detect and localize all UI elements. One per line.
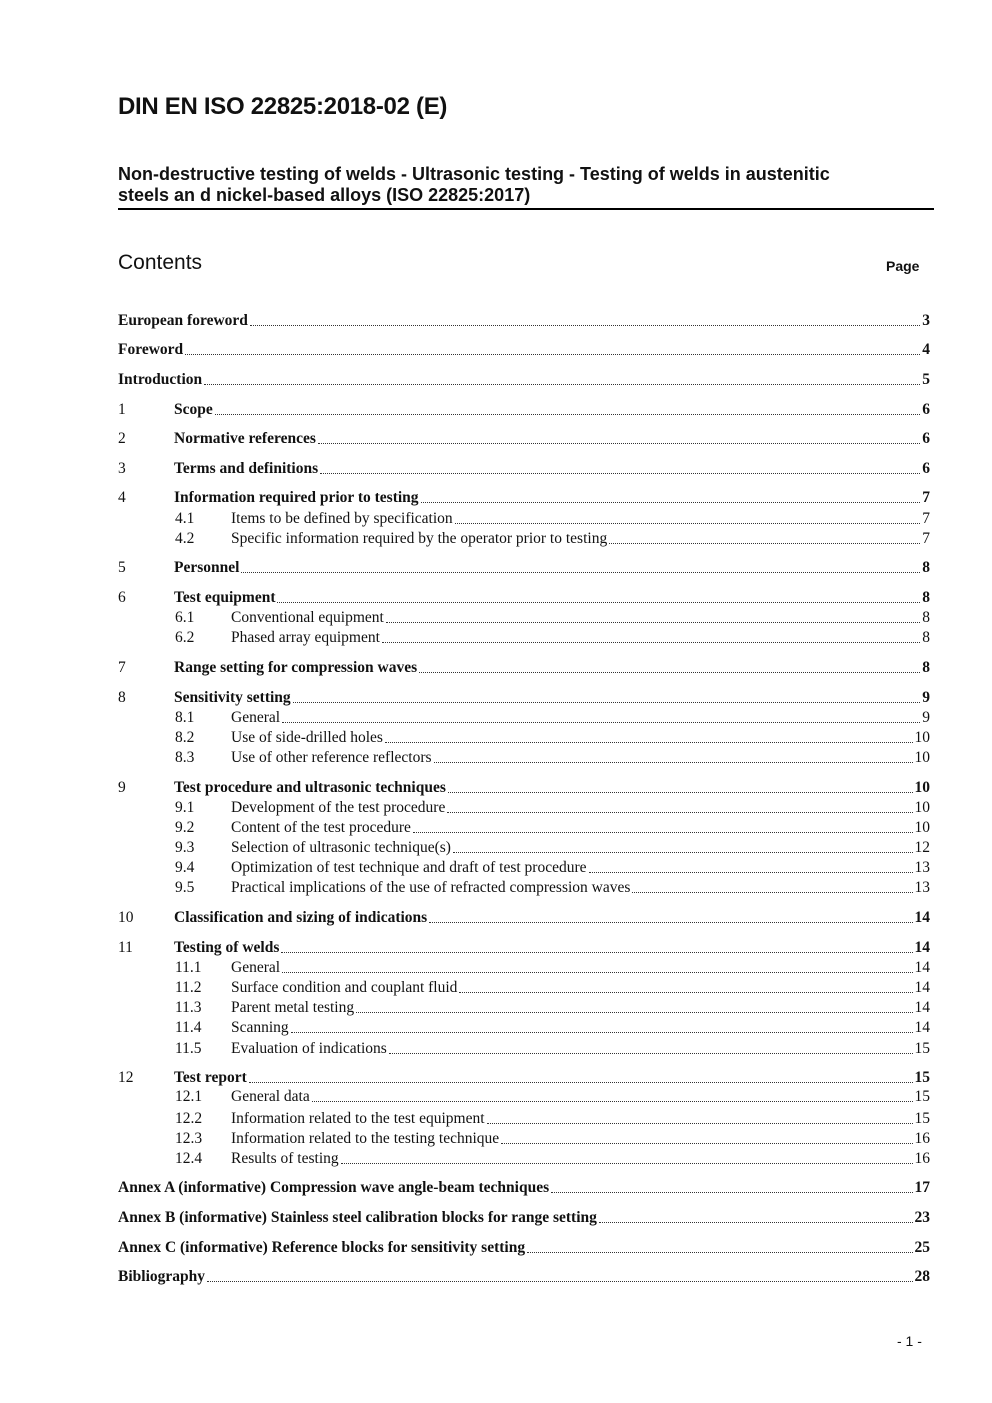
toc-entry-title: Use of other reference reflectors (231, 749, 432, 766)
toc-entry[interactable] (118, 1068, 930, 1088)
toc-entry-title: Practical implications of the use of refracted compression waves (231, 879, 631, 896)
dot-leader (434, 762, 913, 763)
dot-leader (382, 642, 920, 643)
toc-entry[interactable] (118, 370, 930, 390)
dot-leader (455, 523, 921, 524)
toc-entry-page: 15 (914, 1069, 930, 1086)
dot-leader (386, 622, 920, 623)
dot-leader (277, 602, 920, 603)
toc-entry-number: 6 (118, 589, 126, 606)
toc-entry[interactable] (118, 938, 930, 958)
toc-entry-page: 14 (914, 1019, 930, 1036)
toc-entry-number: 12.1 (175, 1088, 203, 1105)
toc-entry[interactable] (118, 1238, 930, 1258)
dot-leader (281, 952, 912, 953)
toc-entry-number: 6.1 (175, 609, 195, 626)
toc-entry-title: Phased array equipment (231, 629, 380, 646)
toc-entry-title: Specific information required by the operator prior to testing (231, 530, 608, 547)
dot-leader (459, 992, 912, 993)
toc-entry[interactable] (118, 1178, 930, 1198)
toc-entry-page: 6 (922, 430, 930, 447)
toc-entry[interactable] (118, 558, 930, 578)
toc-entry[interactable] (118, 818, 930, 838)
toc-entry[interactable] (118, 1267, 930, 1287)
toc-entry[interactable] (118, 311, 930, 331)
toc-entry[interactable] (118, 429, 930, 449)
toc-entry[interactable] (118, 1087, 930, 1107)
toc-entry-title: Personnel (174, 559, 240, 576)
dot-leader (185, 354, 920, 355)
toc-entry-title: Conventional equipment (231, 609, 384, 626)
toc-entry-page: 9 (922, 689, 930, 706)
toc-entry[interactable] (118, 958, 930, 978)
dot-leader (429, 922, 912, 923)
toc-entry[interactable] (118, 1149, 930, 1169)
toc-entry[interactable] (118, 588, 930, 608)
dot-leader (599, 1222, 913, 1223)
toc-entry[interactable] (118, 978, 930, 998)
toc-entry-page: 25 (914, 1239, 930, 1256)
toc-entry-title: Sensitivity setting (174, 689, 291, 706)
toc-entry-number: 10 (118, 909, 134, 926)
toc-entry-title: Content of the test procedure (231, 819, 411, 836)
dot-leader (312, 1101, 913, 1102)
toc-entry-title: Annex C (informative) Reference blocks for sensitivity setting (118, 1239, 526, 1256)
toc-entry-title: Information related to the testing technique (231, 1130, 500, 1147)
toc-entry-title: General (231, 709, 281, 726)
toc-entry[interactable] (118, 628, 930, 648)
toc-entry[interactable] (118, 748, 930, 768)
toc-entry-page: 15 (914, 1088, 930, 1105)
toc-entry-number: 5 (118, 559, 126, 576)
toc-entry-page: 15 (914, 1110, 930, 1127)
toc-entry-title: Terms and definitions (174, 460, 319, 477)
toc-entry-page: 5 (922, 371, 930, 388)
toc-entry-title: Test report (174, 1069, 247, 1086)
toc-entry-number: 12 (118, 1069, 134, 1086)
toc-entry[interactable] (118, 1018, 930, 1038)
toc-entry-number: 11.5 (175, 1040, 202, 1057)
toc-entry[interactable] (118, 1109, 930, 1129)
dot-leader (215, 414, 921, 415)
toc-entry-title: Parent metal testing (231, 999, 355, 1016)
toc-entry-title: Scope (174, 401, 213, 418)
toc-entry-title: Evaluation of indications (231, 1040, 387, 1057)
toc-entry[interactable] (118, 400, 930, 420)
dot-leader (527, 1252, 912, 1253)
toc-entry-title: Introduction (118, 371, 203, 388)
toc-entry[interactable] (118, 509, 930, 529)
subtitle-line-2: steels an d nickel-based alloys (ISO 22825:2017) (118, 185, 531, 205)
toc-entry-page: 13 (914, 859, 930, 876)
toc-entry-page: 14 (914, 999, 930, 1016)
toc-entry-number: 11 (118, 939, 133, 956)
dot-leader (207, 1281, 913, 1282)
toc-entry[interactable] (118, 998, 930, 1018)
toc-entry-number: 11.1 (175, 959, 202, 976)
toc-entry-page: 8 (922, 609, 930, 626)
toc-entry[interactable] (118, 838, 930, 858)
footer-page-number: - 1 - (897, 1333, 922, 1349)
toc-entry[interactable] (118, 658, 930, 678)
toc-entry-page: 14 (914, 939, 930, 956)
page-column-label: Page (886, 258, 920, 274)
toc-entry[interactable] (118, 1208, 930, 1228)
toc-entry-number: 9.1 (175, 799, 195, 816)
dot-leader (421, 502, 921, 503)
toc-entry-page: 12 (914, 839, 930, 856)
toc-entry-title: Selection of ultrasonic technique(s) (231, 839, 451, 856)
toc-entry-page: 9 (922, 709, 930, 726)
toc-entry-number: 8.2 (175, 729, 195, 746)
toc-entry-title: Use of side-drilled holes (231, 729, 383, 746)
toc-entry-page: 15 (914, 1040, 930, 1057)
toc-entry-number: 9.5 (175, 879, 195, 896)
toc-entry-page: 14 (914, 909, 930, 926)
toc-entry-title: Optimization of test technique and draft of test procedure (231, 859, 587, 876)
toc-entry-number: 4.2 (175, 530, 195, 547)
toc-entry-page: 13 (914, 879, 930, 896)
toc-entry-number: 12.4 (175, 1150, 203, 1167)
toc-entry-title: Range setting for compression waves (174, 659, 418, 676)
toc-entry[interactable] (118, 778, 930, 798)
toc-entry-page: 7 (922, 489, 930, 506)
toc-entry-title: Annex B (informative) Stainless steel calibration blocks for range setting (118, 1209, 597, 1226)
toc-entry-page: 23 (914, 1209, 930, 1226)
toc-entry-page: 6 (922, 460, 930, 477)
toc-entry-title: Classification and sizing of indications (174, 909, 428, 926)
dot-leader (282, 972, 912, 973)
toc-entry-number: 1 (118, 401, 126, 418)
toc-entry[interactable] (118, 858, 930, 878)
toc-entry[interactable] (118, 728, 930, 748)
toc-entry-page: 3 (922, 312, 930, 329)
toc-entry-page: 16 (914, 1130, 930, 1147)
document-id: DIN EN ISO 22825:2018-02 (E) (118, 93, 448, 120)
toc-entry-title: Development of the test procedure (231, 799, 446, 816)
toc-entry-title: Testing of welds (174, 939, 280, 956)
toc-entry-page: 8 (922, 629, 930, 646)
toc-entry-page: 7 (922, 510, 930, 527)
toc-entry-number: 4 (118, 489, 126, 506)
toc-entry-page: 10 (914, 749, 930, 766)
toc-entry-number: 4.1 (175, 510, 195, 527)
toc-entry-title: Results of testing (231, 1150, 339, 1167)
toc-entry-page: 28 (914, 1268, 930, 1285)
toc-entry-number: 8 (118, 689, 126, 706)
dot-leader (453, 852, 913, 853)
toc-entry-page: 16 (914, 1150, 930, 1167)
toc-entry[interactable] (118, 708, 930, 728)
toc-entry-page: 10 (914, 779, 930, 796)
toc-entry-title: Information required prior to testing (174, 489, 419, 506)
toc-entry-title: Scanning (231, 1019, 289, 1036)
toc-entry-title: General (231, 959, 281, 976)
dot-leader (241, 572, 920, 573)
dot-leader (589, 872, 913, 873)
toc-entry-number: 11.4 (175, 1019, 202, 1036)
toc-entry-title: General data (231, 1088, 310, 1105)
toc-entry-page: 8 (922, 659, 930, 676)
toc-entry-page: 17 (914, 1179, 930, 1196)
dot-leader (551, 1192, 912, 1193)
toc-entry-title: Surface condition and couplant fluid (231, 979, 458, 996)
toc-entry-title: Test equipment (174, 589, 276, 606)
toc-entry-page: 8 (922, 589, 930, 606)
subtitle-line-1: Non-destructive testing of welds - Ultrasonic testing - Testing of welds in austenitic (118, 164, 830, 184)
toc-entry-number: 12.3 (175, 1130, 203, 1147)
toc-entry-title: European foreword (118, 312, 248, 329)
dot-leader (250, 325, 920, 326)
dot-leader (501, 1143, 912, 1144)
toc-entry[interactable] (118, 798, 930, 818)
dot-leader (341, 1163, 913, 1164)
toc-entry-title: Annex A (informative) Compression wave angle-beam techniques (118, 1179, 550, 1196)
toc-entry-number: 9.2 (175, 819, 195, 836)
toc-entry-page: 4 (922, 341, 930, 358)
dot-leader (447, 812, 912, 813)
dot-leader (389, 1053, 913, 1054)
dot-leader (318, 443, 920, 444)
dot-leader (320, 473, 920, 474)
toc-entry-title: Bibliography (118, 1268, 205, 1285)
toc-entry-title: Foreword (118, 341, 184, 358)
toc-entry-number: 9.3 (175, 839, 195, 856)
toc-entry[interactable] (118, 908, 930, 928)
dot-leader (413, 832, 913, 833)
toc-entry-page: 7 (922, 530, 930, 547)
toc-entry-title: Items to be defined by specification (231, 510, 453, 527)
toc-entry-number: 8.1 (175, 709, 195, 726)
toc-entry-number: 12.2 (175, 1110, 203, 1127)
dot-leader (419, 672, 920, 673)
toc-entry[interactable] (118, 1039, 930, 1059)
toc-entry-page: 6 (922, 401, 930, 418)
toc-entry-number: 8.3 (175, 749, 195, 766)
toc-entry-page: 10 (914, 819, 930, 836)
dot-leader (609, 543, 920, 544)
toc-entry[interactable] (118, 488, 930, 508)
toc-entry-page: 8 (922, 559, 930, 576)
toc-entry-page: 14 (914, 979, 930, 996)
dot-leader (282, 722, 920, 723)
toc-entry-page: 10 (914, 729, 930, 746)
dot-leader (249, 1082, 913, 1083)
toc-entry[interactable] (118, 459, 930, 479)
toc-entry-number: 7 (118, 659, 126, 676)
dot-leader (632, 892, 912, 893)
toc-entry[interactable] (118, 1129, 930, 1149)
toc-entry-number: 6.2 (175, 629, 195, 646)
toc-entry-number: 3 (118, 460, 126, 477)
dot-leader (293, 702, 921, 703)
dot-leader (291, 1032, 913, 1033)
toc-entry[interactable] (118, 529, 930, 549)
toc-entry-page: 14 (914, 959, 930, 976)
dot-leader (487, 1123, 913, 1124)
toc-entry-title: Information related to the test equipment (231, 1110, 485, 1127)
toc-entry-number: 9 (118, 779, 126, 796)
dot-leader (204, 384, 920, 385)
contents-heading: Contents (118, 251, 203, 274)
toc-entry[interactable] (118, 608, 930, 628)
dot-leader (448, 792, 913, 793)
toc-entry-number: 11.2 (175, 979, 202, 996)
toc-entry-title: Normative references (174, 430, 316, 447)
dot-leader (385, 742, 913, 743)
toc-entry-page: 10 (914, 799, 930, 816)
toc-entry-title: Test procedure and ultrasonic techniques (174, 779, 446, 796)
dot-leader (356, 1012, 912, 1013)
document-subtitle (118, 164, 934, 210)
toc-entry-number: 11.3 (175, 999, 202, 1016)
toc-entry[interactable] (118, 340, 930, 360)
toc-entry-number: 2 (118, 430, 126, 447)
toc-entry[interactable] (118, 878, 930, 898)
toc-entry-number: 9.4 (175, 859, 195, 876)
toc-entry[interactable] (118, 688, 930, 708)
